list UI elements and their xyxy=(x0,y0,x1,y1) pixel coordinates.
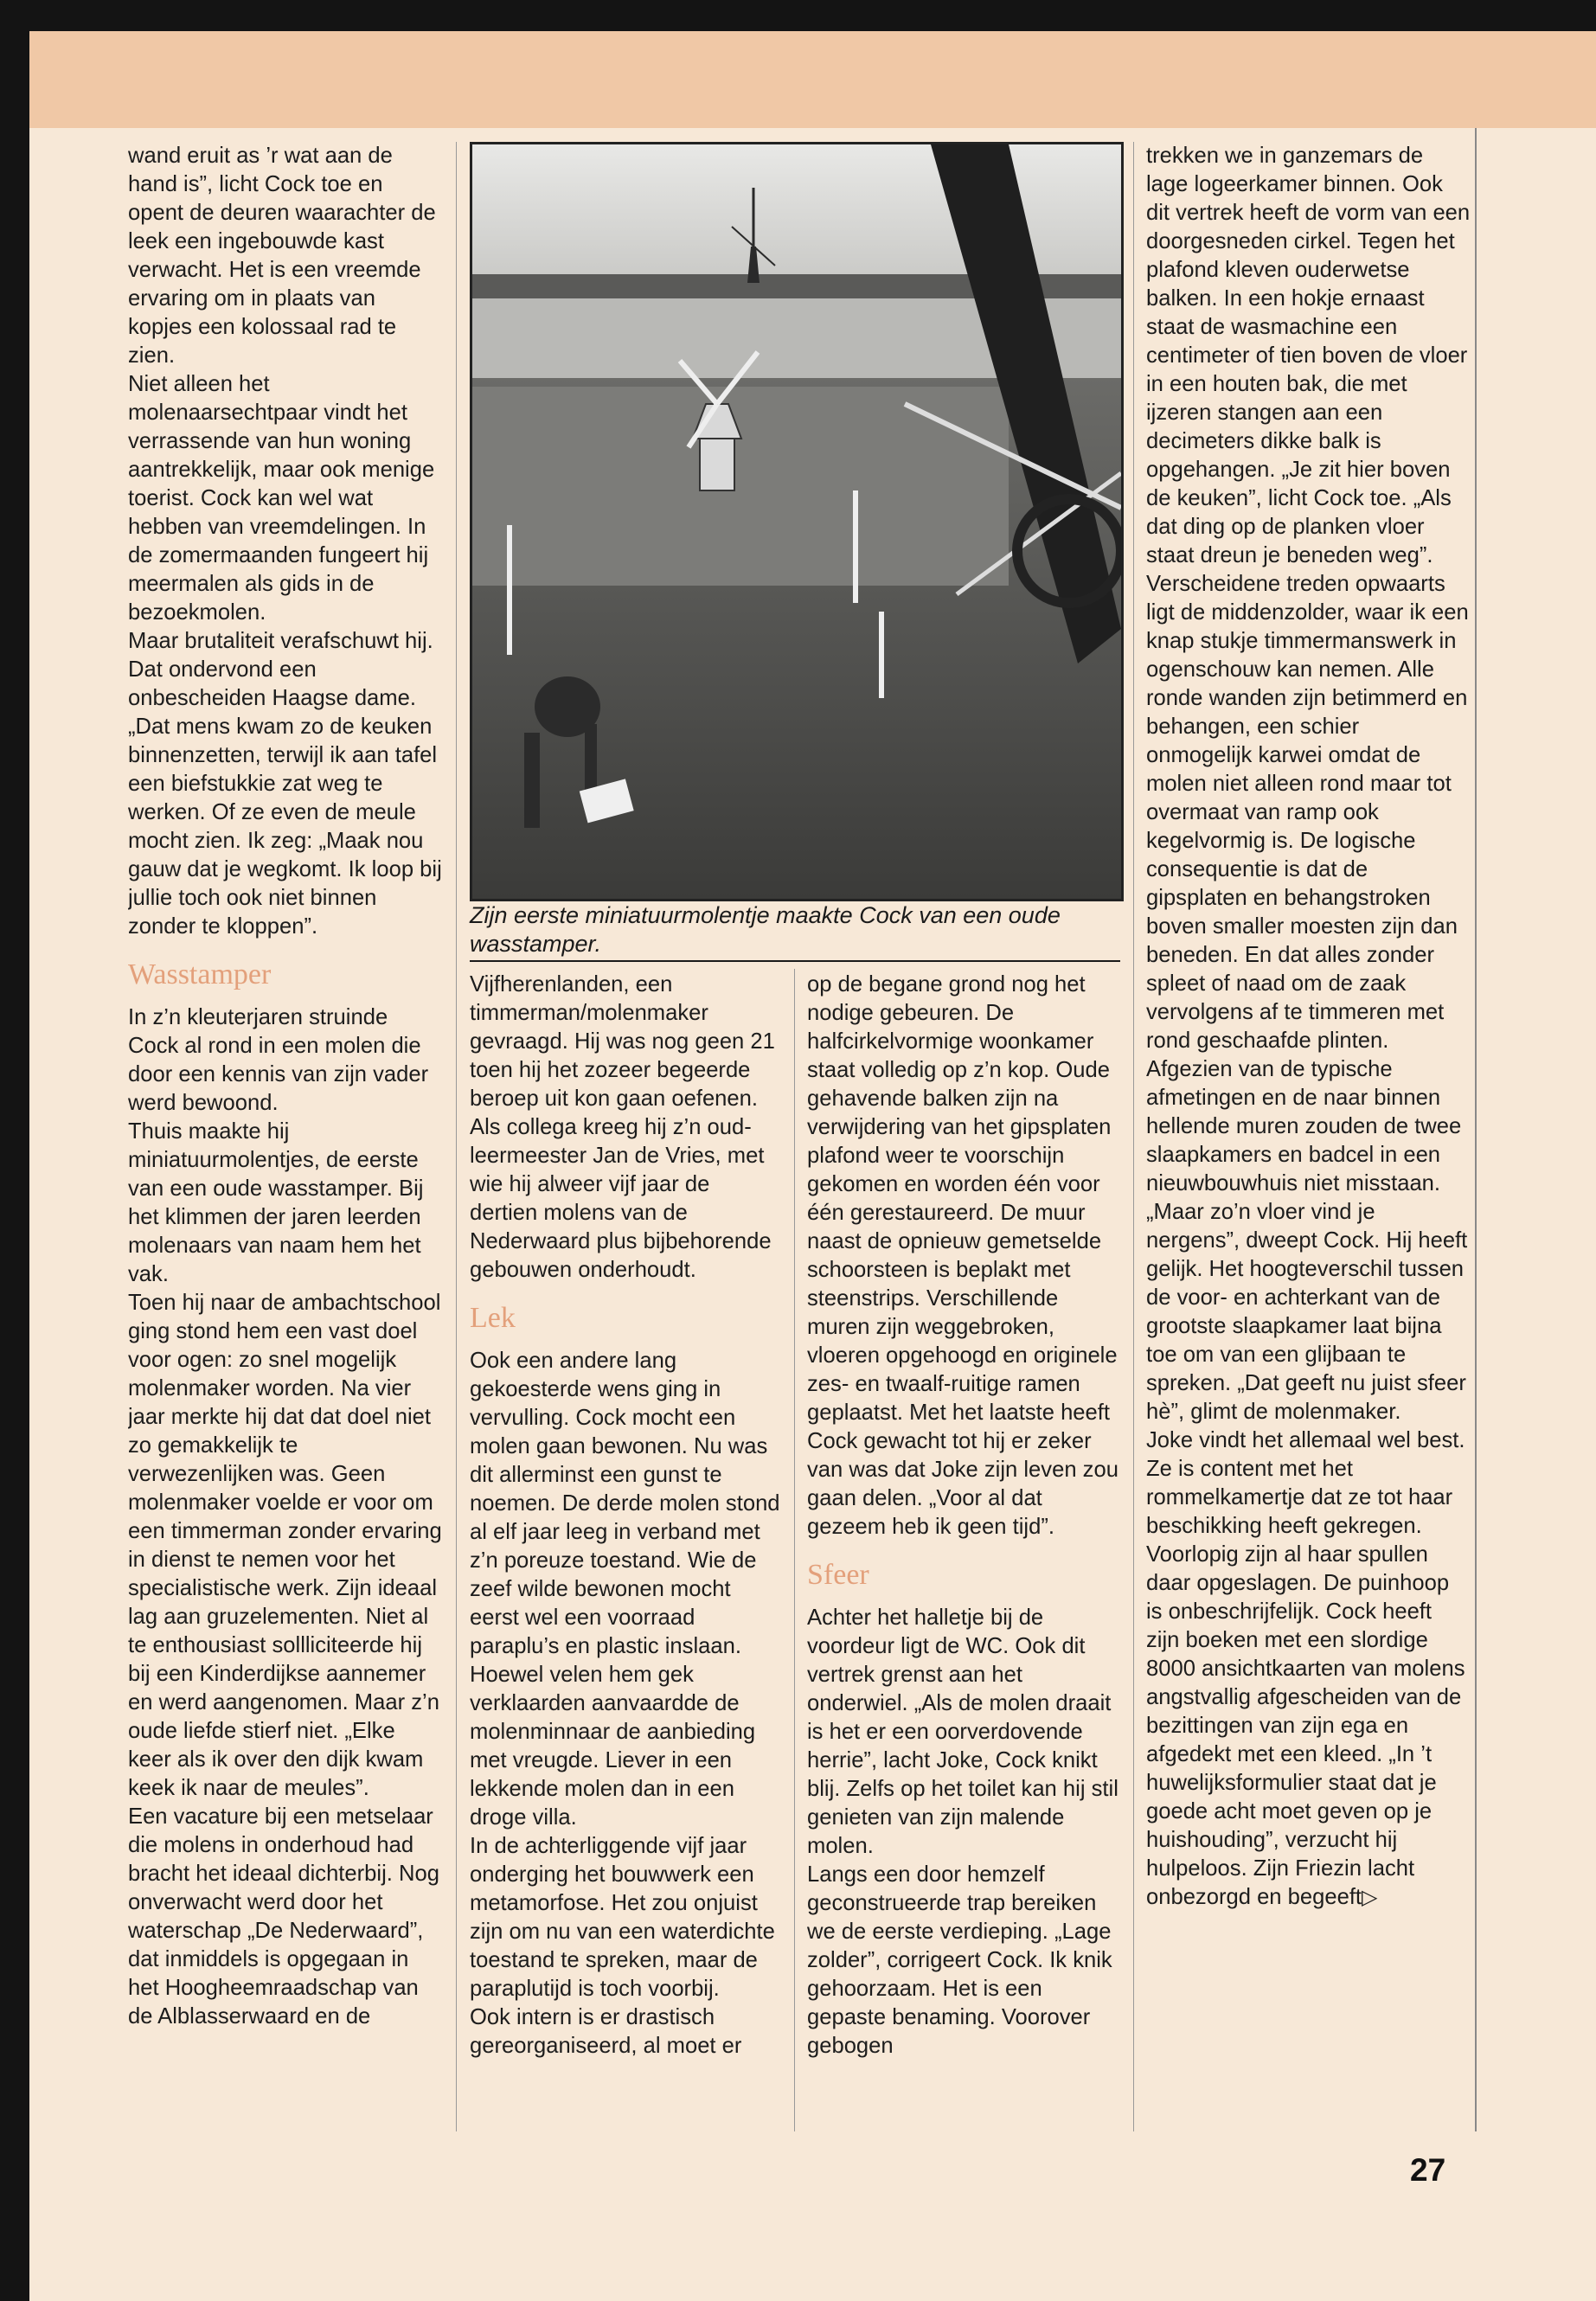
paragraph: op de begane grond nog het nodige gebeuren. De halfcirkelvormige woonkamer staat volledig op z’n kop. Oude gehavende balken zijn na verwijdering van het gipsplaten plafond weer te voorschijn gekomen en worden één voor één gerestaureerd. De muur naast de opnieuw gemetselde schoorsteen is beplakt met steenstrips. Verschillende muren zijn weggebroken, vloeren opgehoogd en originele zes- en twaalf-ruitige ramen geplaatst. Met het laatste heeft Cock gewacht tot hij er zeker van was dat Joke zijn leven zou gaan delen. „Voor al dat gezeem heb ik geen tijd”. xyxy=(807,972,1118,1539)
text-column-2 xyxy=(470,971,783,2140)
section-heading-sfeer: Sfeer xyxy=(807,1559,869,1591)
photo-caption: Zijn eerste miniatuurmolentje maakte Cock van een oude wasstamper. xyxy=(470,902,1061,957)
paragraph-last xyxy=(1146,1426,1471,1912)
paragraph: Langs een door hemzelf geconstrueerde trap bereiken we de eerste verdieping. „Lage zolder”, corrigeert Cock. Ik knik gehoorzaam. Het is een gepaste benaming. Voorover gebogen xyxy=(807,1862,1112,2058)
continue-arrow-icon: ▷ xyxy=(1362,1885,1378,1909)
windmill-photo xyxy=(470,142,1124,901)
text-column-4 xyxy=(1146,142,1471,2140)
paragraph: Een vacature bij een metselaar die molens in onderhoud had bracht het ideaal dichterbij. Nog onverwacht werd door het waterschap „De Nederwaard”, dat inmiddels is opgegaan in het Hoogheemraadschap van de Alblasserwaard en de xyxy=(128,1804,439,2029)
paragraph: Verscheidene treden opwaarts ligt de middenzolder, waar ik een knap stukje timmermanswerk in ogenschouw kan nemen. Alle ronde wanden zijn betimmerd en behangen, een schier onmogelijk karwei omdat de molen niet alleen rond maar tot overmaat van ramp ook kegelvormig is. De logische consequentie is dat de gipsplaten en behangstroken boven smaller moesten zijn dan beneden. En dat alles zonder spleet of naad om de zaak vervolgens af te timmeren met rond geschaafde plinten. xyxy=(1146,572,1469,1053)
paragraph: Achter het halletje bij de voordeur ligt de WC. Ook dit vertrek grenst aan het onderwiel. „Als de molen draait is het er een oorverdovende herrie”, lacht Joke, Cock knikt blij. Zelfs op het toilet kan hij stil genieten van zijn malende molen. xyxy=(807,1606,1118,1858)
top-color-band xyxy=(29,31,1596,128)
page-number: 27 xyxy=(1410,2152,1446,2188)
windmill-photo-illustration xyxy=(472,144,1121,899)
paragraph: Ook intern is er drastisch gereorganiseerd, al moet er xyxy=(470,2005,742,2058)
caption-divider xyxy=(470,960,1120,962)
text-column-1 xyxy=(128,142,444,2140)
paragraph: Ook een andere lang gekoesterde wens ging in vervulling. Cock mocht een molen gaan bewonen. Nu was dit allerminst een gunst te noemen. De derde molen stond al elf jaar leeg in verband met z’n poreuze toestand. Wie de zeef wilde bewonen mocht eerst wel een voorraad paraplu’s en plastic inslaan. Hoewel velen hem gek verklaarden aanvaardde de molenminnaar de aanbieding met vreugde. Liever in een lekkende molen dan in een droge villa. xyxy=(470,1349,780,1830)
paragraph: trekken we in ganzemars de lage logeerkamer binnen. Ook dit vertrek heeft de vorm van een doorgesneden cirkel. Tegen het plafond kleven ouderwetse balken. In een hokje ernaast staat de wasmachine een centimeter of tien boven de vloer in een houten bak, die met ijzeren stangen aan een decimeters dikke balk is opgehangen. „Je zit hier boven de keuken”, licht Cock toe. „Als dat ding op de planken vloer staat dreun je beneden weg”. xyxy=(1146,144,1471,567)
section-heading-wasstamper: Wasstamper xyxy=(128,958,272,990)
paragraph: Toen hij naar de ambachtschool ging stond hem een vast doel voor ogen: zo snel mogelijk molenmaker worden. Na vier jaar merkte hij dat dat doel niet zo gemakkelijk te verwezenlijken was. Geen molenmaker voelde er voor om een timmerman zonder ervaring in dienst te nemen voor het specialistische werk. Zijn ideaal lag aan gruzelementen. Niet al te enthousiast sollliciteerde hij bij een Kinderdijkse aannemer en werd aangenomen. Maar z’n oude liefde stierf niet. „Elke keer als ik over den dijk kwam keek ik naar de meules”. xyxy=(128,1291,442,1800)
text-column-3 xyxy=(807,971,1120,2140)
paragraph: Afgezien van de typische afmetingen en de naar binnen hellende muren zouden de twee slaapkamers en badcel in een nieuwbouwhuis niet misstaan. „Maar zo’n vloer vind je nergens”, dweept Cock. Hij heeft gelijk. Het hoogteverschil tussen de voor- en achterkant van de grootste slaapkamer laat bijna toe om van een glijbaan te spreken. „Dat geeft nu juist sfeer hè”, glimt de molenmaker. xyxy=(1146,1057,1468,1424)
section-heading-lek: Lek xyxy=(470,1302,516,1334)
paragraph: Vijfherenlanden, een timmerman/molenmaker gevraagd. Hij was nog geen 21 toen hij het zozeer begeerde beroep uit kon gaan oefenen. Als collega kreeg hij z’n oud-leermeester Jan de Vries, met wie hij alweer vijf jaar de dertien molens van de Nederwaard plus bijbehorende gebouwen onderhoudt. xyxy=(470,972,775,1282)
paragraph: Maar brutaliteit verafschuwt hij. Dat ondervond een onbescheiden Haagse dame. „Dat mens kwam zo de keuken binnenzetten, terwijl ik aan tafel een biefstukkie zat weg te werken. Of ze even de meule mocht zien. Ik zeg: „Maak nou gauw dat je wegkomt. Ik loop bij jullie toch ook niet binnen zonder te kloppen”. xyxy=(128,629,442,939)
paragraph: In z’n kleuterjaren struinde Cock al rond in een molen die door een kennis van zijn vader werd bewoond. xyxy=(128,1005,429,1115)
paragraph: Thuis maakte hij miniatuurmolentjes, de eerste van een oude wasstamper. Bij het klimmen der jaren leerden molenaars van naam hem het vak. xyxy=(128,1119,424,1286)
column-divider xyxy=(1133,142,1134,2131)
paragraph: Joke vindt het allemaal wel best. Ze is content met het rommelkamertje dat ze tot haar beschikking heeft gekregen. Voorlopig zijn al haar spullen daar opgeslagen. De puinhoop is onbeschrijfelijk. Cock heeft zijn boeken met een slordige 8000 ansichtkaarten van molens angstvallig afgescheiden van de bezittingen van zijn ega en afgedekt met een kleed. „In ’t huwelijksformulier staat dat je goede acht moet geven op je huishouding”, verzucht hij hulpeloos. Zijn Friezin lacht onbezorgd en begeeft xyxy=(1146,1428,1465,1909)
right-margin-rule xyxy=(1475,128,1477,2131)
paragraph: wand eruit as ’r wat aan de hand is”, licht Cock toe en opent de deuren waarachter de leek een ingebouwde kast verwacht. Het is een vreemde ervaring om in plaats van kopjes een kolossaal rad te zien. xyxy=(128,144,436,368)
column-divider xyxy=(794,969,795,2131)
paragraph: In de achterliggende vijf jaar onderging het bouwwerk een metamorfose. Het zou onjuist zijn om nu van een waterdichte toestand te spreken, maar de paraplutijd is toch voorbij. xyxy=(470,1834,775,2001)
paragraph: Niet alleen het molenaarsechtpaar vindt het verrassende van hun woning aantrekkelijk, maar ook menige toerist. Cock kan wel wat hebben van vreemdelingen. In de zomermaanden fungeert hij meermalen als gids in de bezoekmolen. xyxy=(128,372,435,625)
column-divider xyxy=(456,142,457,2131)
